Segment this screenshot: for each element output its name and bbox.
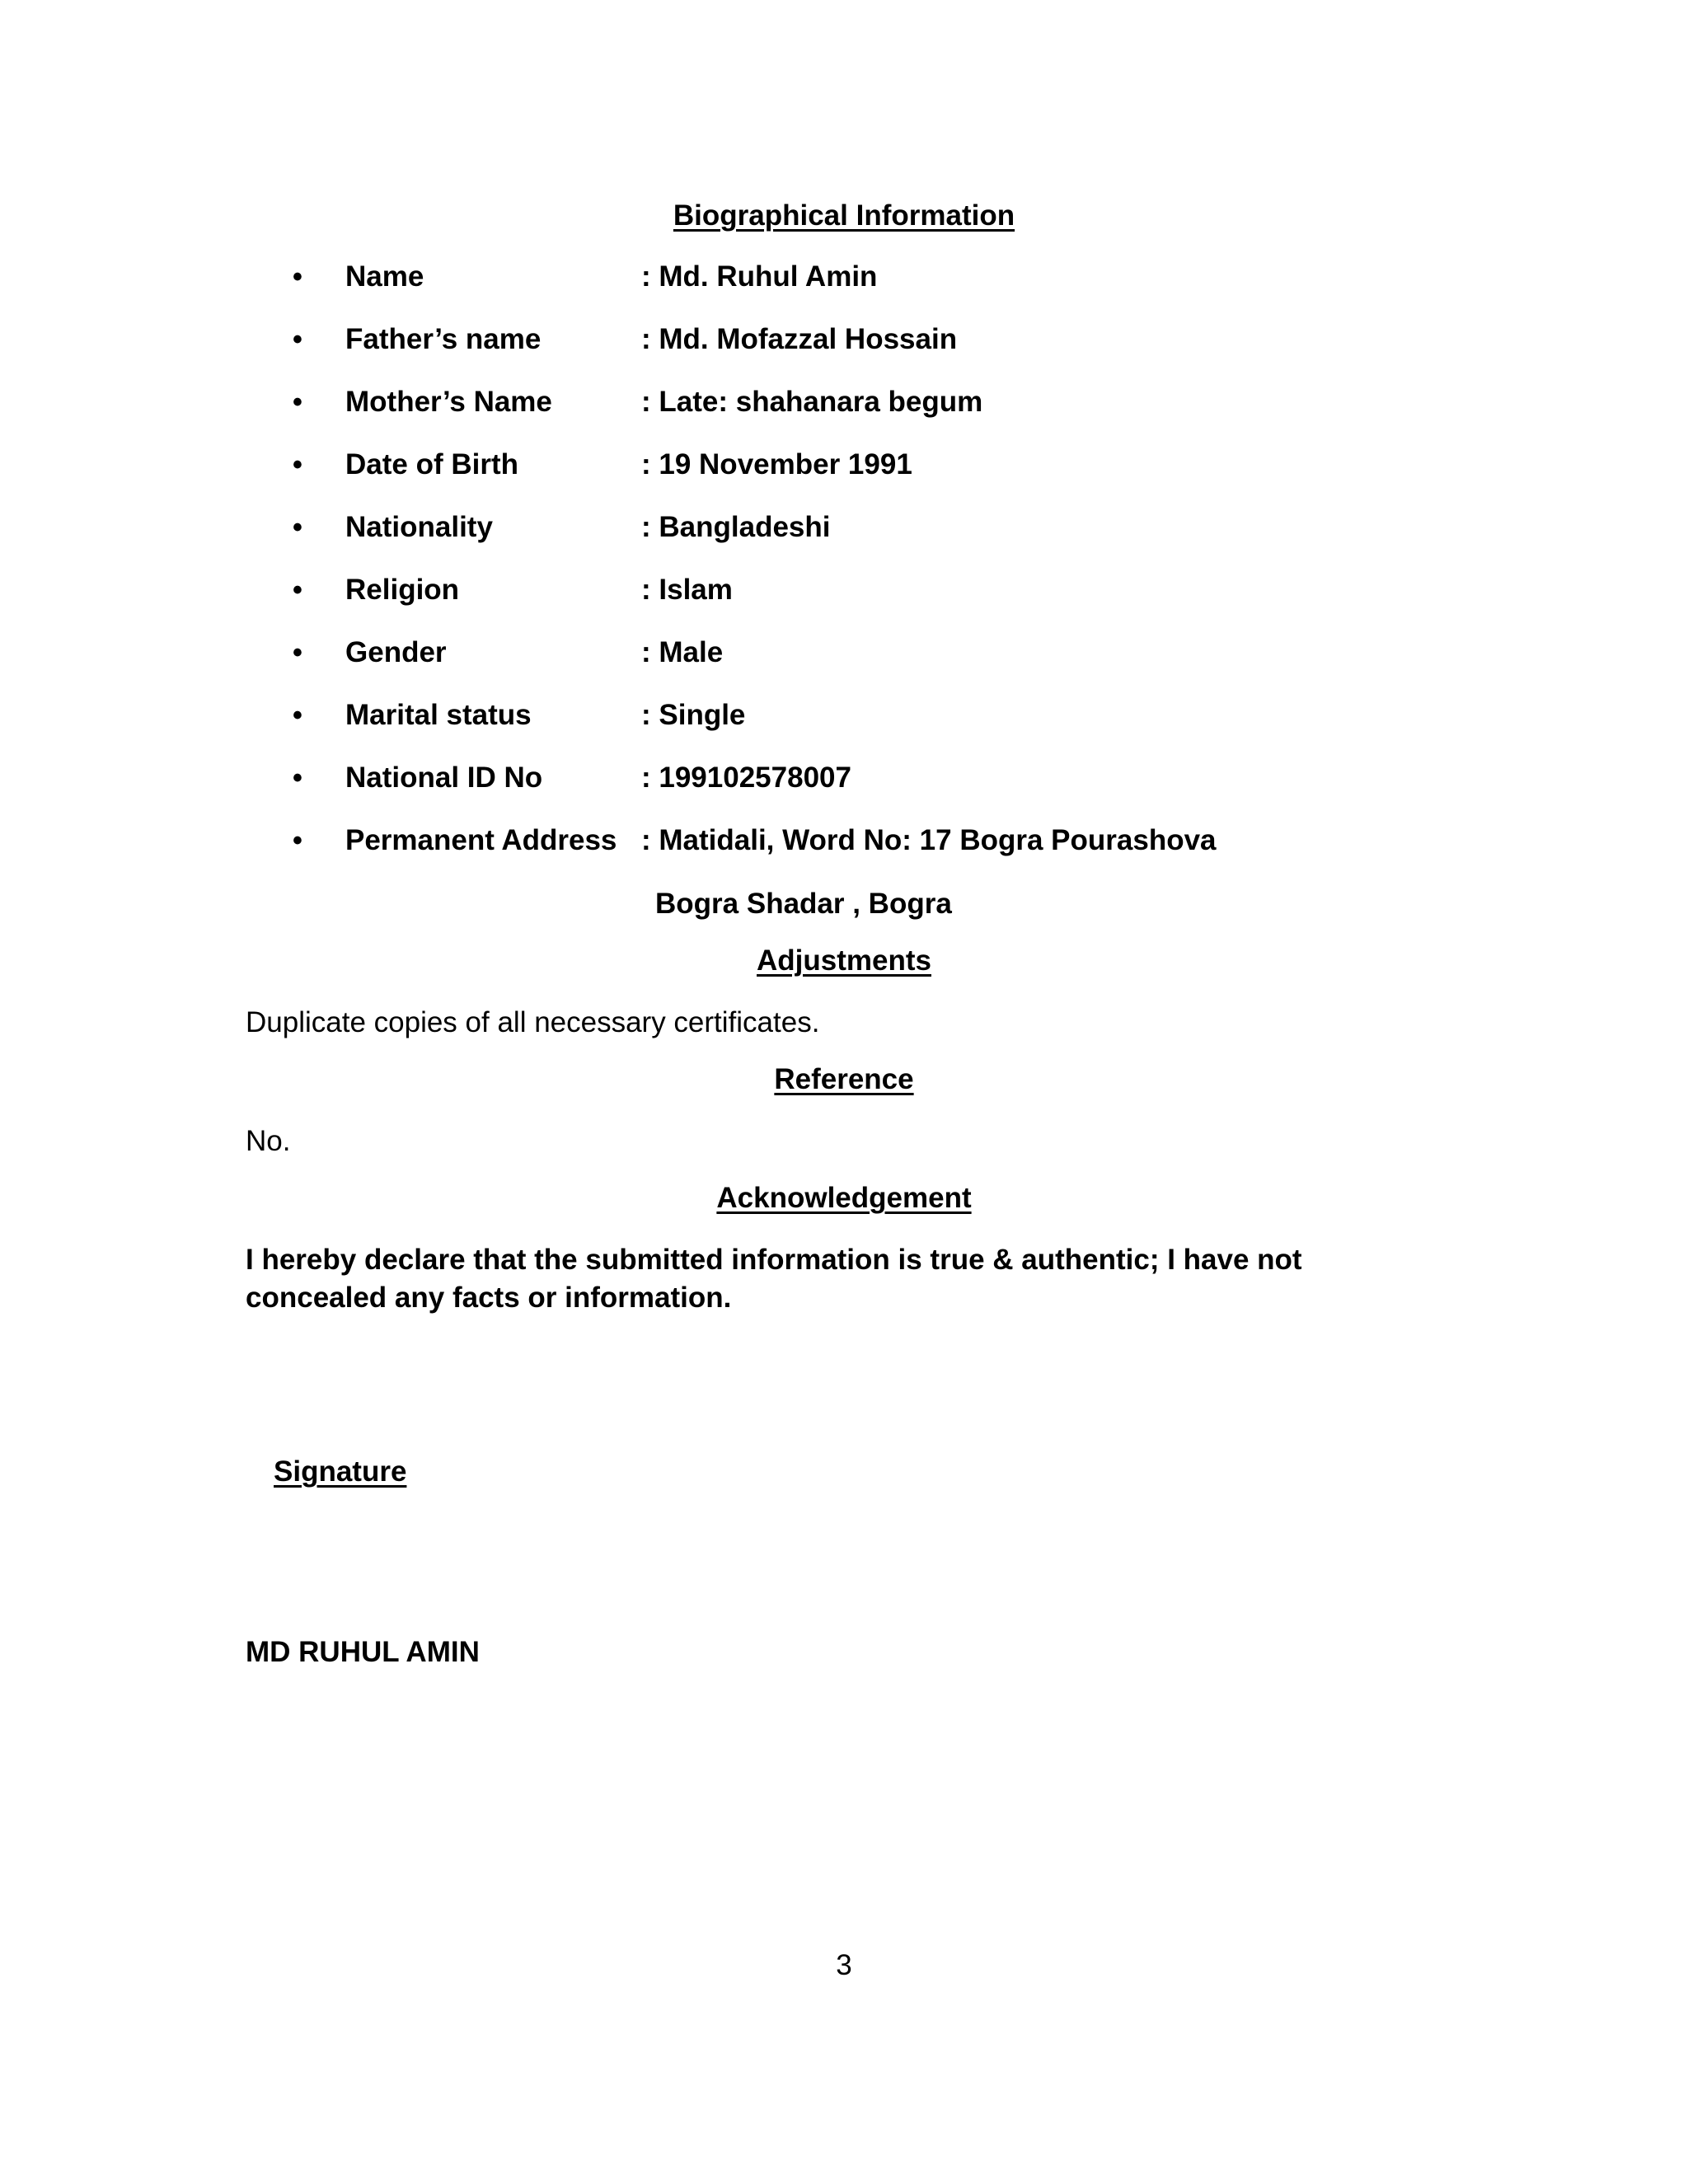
reference-heading: Reference (774, 1063, 914, 1095)
bio-label: National ID No (345, 762, 543, 794)
bio-value: : Md. Ruhul Amin (641, 260, 878, 293)
bio-value: : Matidali, Word No: 17 Bogra Pourashova (641, 824, 1217, 856)
bullet-icon: • (293, 261, 302, 293)
bio-row-national-id (0, 759, 1688, 797)
bio-value: : 199102578007 (641, 762, 851, 794)
signatory-name: MD RUHUL AMIN (246, 1636, 480, 1668)
acknowledgement-text: I hereby declare that the submitted information is true & authentic; I have not concealed any facts or information. (246, 1244, 1302, 1314)
biographical-heading: Biographical Information (673, 199, 1015, 232)
bio-value: : Md. Mofazzal Hossain (641, 323, 958, 355)
bio-row-date-of-birth (0, 446, 1688, 484)
bio-label: Father’s name (345, 323, 542, 355)
bio-value: : Bangladeshi (641, 511, 831, 543)
bio-row-marital-status (0, 696, 1688, 734)
bullet-icon: • (293, 825, 302, 856)
bio-label: Religion (345, 574, 460, 606)
bullet-icon: • (293, 387, 302, 418)
adjustments-text: Duplicate copies of all necessary certificates. (246, 1006, 820, 1038)
bio-label: Name (345, 260, 424, 293)
bio-label: Mother’s Name (345, 386, 552, 418)
bio-row-name (0, 258, 1688, 296)
acknowledgement-heading: Acknowledgement (716, 1182, 972, 1214)
bio-label: Nationality (345, 511, 493, 543)
address-continuation: Bogra Shadar , Bogra (655, 888, 952, 920)
adjustments-heading: Adjustments (757, 944, 931, 977)
bullet-icon: • (293, 637, 302, 668)
bio-value: : Single (641, 699, 746, 731)
bio-row-religion (0, 571, 1688, 609)
bullet-icon: • (293, 700, 302, 731)
bullet-icon: • (293, 762, 302, 794)
bio-label: Date of Birth (345, 448, 518, 480)
bio-row-mothers-name (0, 383, 1688, 421)
bio-value: : Late: shahanara begum (641, 386, 983, 418)
signature-heading: Signature (274, 1455, 407, 1488)
bio-value: : Islam (641, 574, 733, 606)
bullet-icon: • (293, 574, 302, 606)
bio-row-nationality (0, 509, 1688, 546)
page-number: 3 (836, 1949, 852, 1981)
bullet-icon: • (293, 324, 302, 355)
bio-label: Marital status (345, 699, 532, 731)
bullet-icon: • (293, 449, 302, 480)
bio-label: Gender (345, 636, 447, 668)
bio-row-fathers-name (0, 321, 1688, 359)
bio-label: Permanent Address (345, 824, 617, 856)
bio-row-permanent-address (0, 822, 1688, 860)
bio-value: : 19 November 1991 (641, 448, 912, 480)
reference-text: No. (246, 1125, 291, 1157)
bio-row-gender (0, 634, 1688, 672)
bio-value: : Male (641, 636, 724, 668)
bullet-icon: • (293, 512, 302, 543)
